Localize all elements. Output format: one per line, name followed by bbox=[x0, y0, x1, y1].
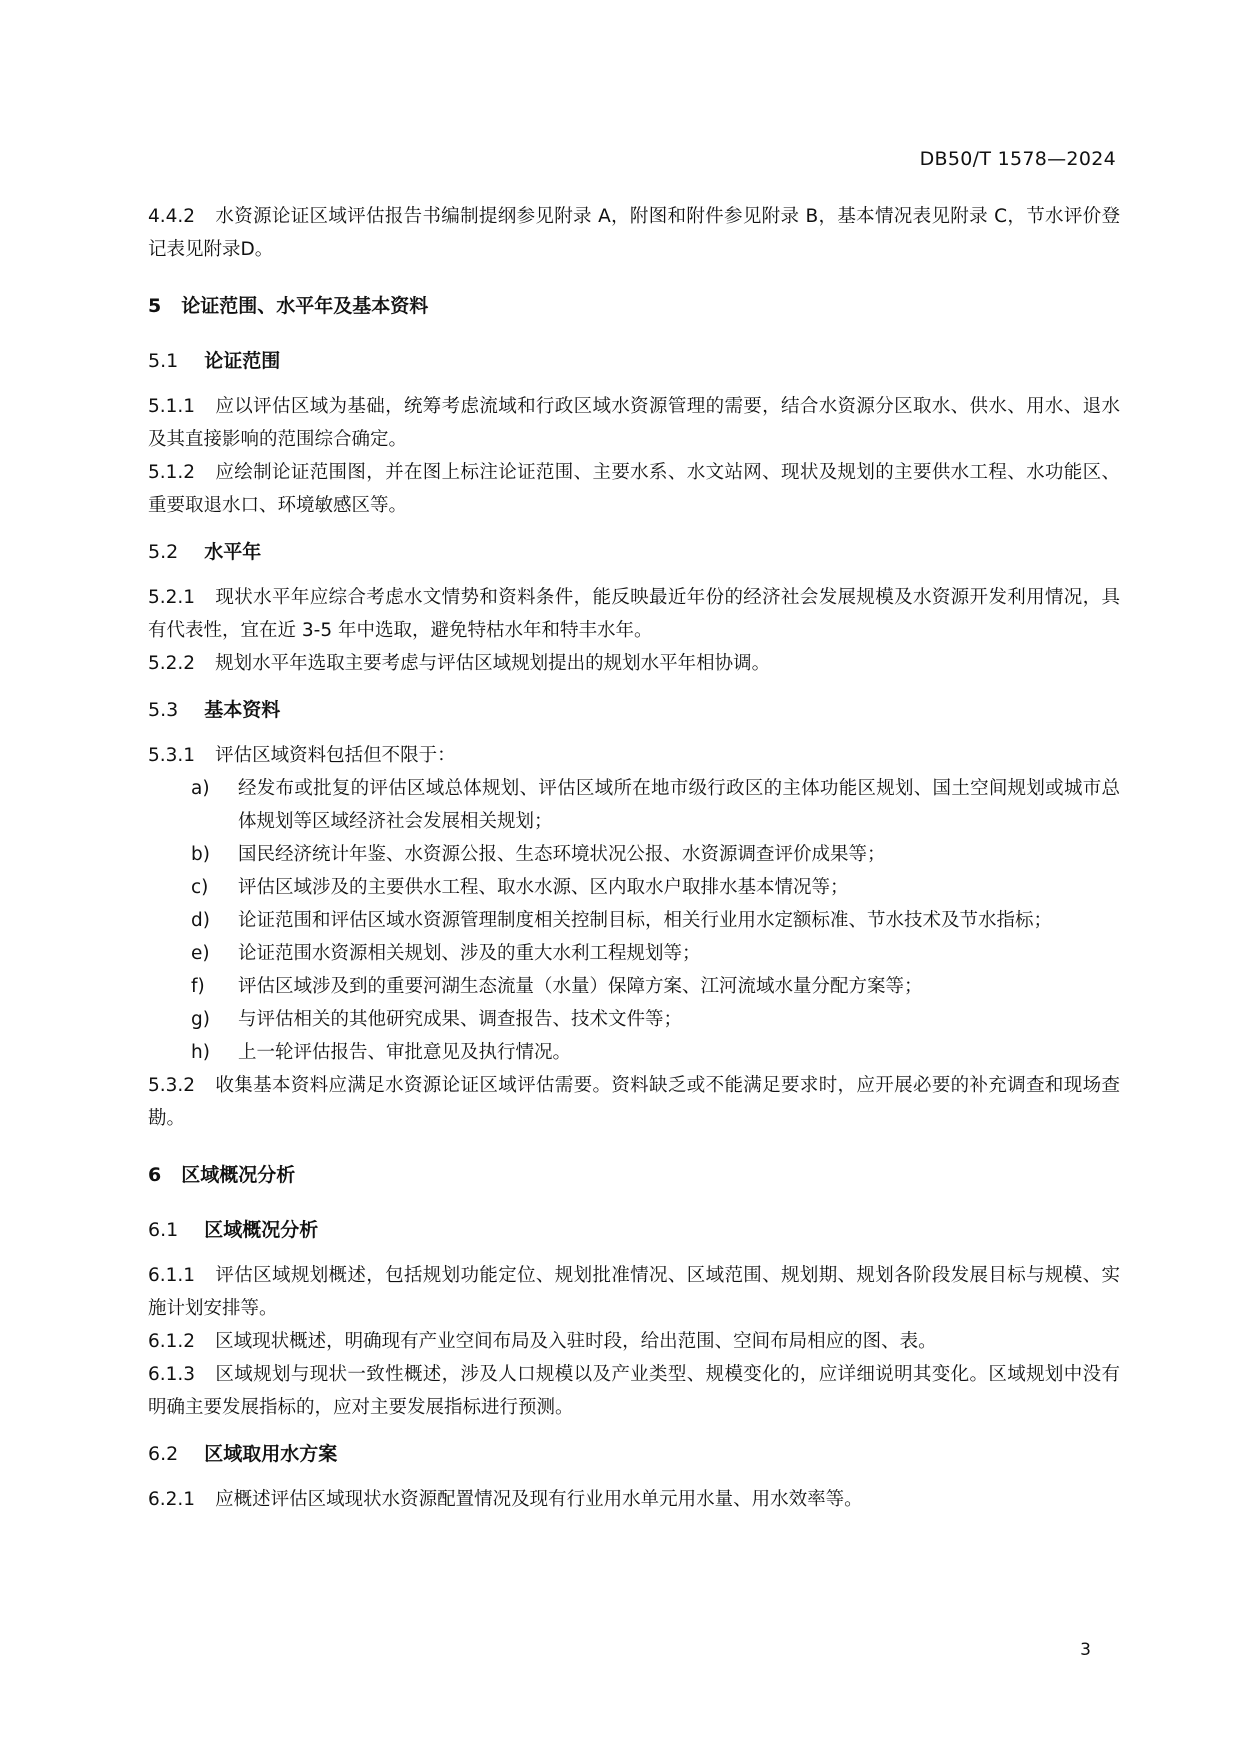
section-5-3-heading bbox=[148, 694, 1120, 727]
clause-6-2-1 bbox=[148, 1483, 1120, 1516]
list-item bbox=[148, 1003, 1120, 1036]
document-code: DB50/T 1578—2024 bbox=[919, 148, 1116, 170]
clause-number: 5.2.2 bbox=[148, 653, 196, 674]
clause-5-2-2 bbox=[148, 647, 1120, 680]
document-body bbox=[148, 200, 1120, 1516]
section-title: 区域概况分析 bbox=[204, 1219, 319, 1241]
clause-5-1-1 bbox=[148, 390, 1120, 456]
section-number: 5.2 bbox=[148, 541, 179, 563]
clause-text: 规划水平年选取主要考虑与评估区域规划提出的规划水平年相协调。 bbox=[215, 653, 771, 674]
clause-5-1-2 bbox=[148, 456, 1120, 522]
list-item-text: 上一轮评估报告、审批意见及执行情况。 bbox=[238, 1042, 572, 1063]
list-marker: g) bbox=[191, 1009, 210, 1030]
clause-text: 应绘制论证范围图，并在图上标注论证范围、主要水系、水文站网、现状及规划的主要供水工程、水功能区、重要取退水口、环境敏感区等。 bbox=[148, 462, 1120, 516]
clause-text: 应以评估区域为基础，统筹考虑流域和行政区域水资源管理的需要，结合水资源分区取水、供水、用水、退水及其直接影响的范围综合确定。 bbox=[148, 396, 1120, 450]
clause-text: 评估区域资料包括但不限于： bbox=[215, 745, 456, 766]
list-item bbox=[148, 871, 1120, 904]
chapter-number: 5 bbox=[148, 295, 162, 317]
list-marker: b) bbox=[191, 844, 210, 865]
clause-number: 4.4.2 bbox=[148, 206, 196, 227]
section-number: 5.1 bbox=[148, 350, 179, 372]
clause-number: 6.1.3 bbox=[148, 1364, 196, 1385]
clause-text: 收集基本资料应满足水资源论证区域评估需要。资料缺乏或不能满足要求时，应开展必要的补充调查和现场查勘。 bbox=[148, 1075, 1120, 1129]
clause-number: 5.3.2 bbox=[148, 1075, 196, 1096]
list-item-text: 与评估相关的其他研究成果、调查报告、技术文件等； bbox=[238, 1009, 683, 1030]
section-title: 水平年 bbox=[204, 541, 262, 563]
section-6-1-heading bbox=[148, 1214, 1120, 1247]
list-marker: h) bbox=[191, 1042, 210, 1063]
list-item bbox=[148, 1036, 1120, 1069]
section-5-2-heading bbox=[148, 536, 1120, 569]
section-number: 5.3 bbox=[148, 699, 179, 721]
clause-number: 6.1.1 bbox=[148, 1265, 196, 1286]
chapter-title: 区域概况分析 bbox=[181, 1164, 296, 1186]
list-item bbox=[148, 970, 1120, 1003]
clause-number: 5.3.1 bbox=[148, 745, 196, 766]
chapter-title: 论证范围、水平年及基本资料 bbox=[181, 295, 429, 317]
section-title: 基本资料 bbox=[204, 699, 281, 721]
clause-6-1-3 bbox=[148, 1358, 1120, 1424]
list-item-text: 论证范围水资源相关规划、涉及的重大水利工程规划等； bbox=[238, 943, 701, 964]
chapter-6-heading bbox=[148, 1159, 1120, 1192]
chapter-5-heading bbox=[148, 290, 1120, 323]
clause-5-3-1 bbox=[148, 739, 1120, 772]
list-item-text: 论证范围和评估区域水资源管理制度相关控制目标，相关行业用水定额标准、节水技术及节水指标； bbox=[238, 910, 1053, 931]
clause-text: 区域现状概述，明确现有产业空间布局及入驻时段，给出范围、空间布局相应的图、表。 bbox=[215, 1331, 937, 1352]
section-5-1-heading bbox=[148, 345, 1120, 378]
section-number: 6.2 bbox=[148, 1443, 179, 1465]
list-item bbox=[148, 904, 1120, 937]
clause-5-3-2 bbox=[148, 1069, 1120, 1135]
list-item-text: 经发布或批复的评估区域总体规划、评估区域所在地市级行政区的主体功能区规划、国土空间规划或城市总体规划等区域经济社会发展相关规划； bbox=[238, 778, 1120, 832]
list-marker: e) bbox=[191, 943, 210, 964]
clause-text: 应概述评估区域现状水资源配置情况及现有行业用水单元用水量、用水效率等。 bbox=[215, 1489, 863, 1510]
clause-number: 5.2.1 bbox=[148, 587, 196, 608]
section-title: 论证范围 bbox=[204, 350, 281, 372]
clause-number: 6.1.2 bbox=[148, 1331, 196, 1352]
list-marker: f) bbox=[191, 976, 205, 997]
section-number: 6.1 bbox=[148, 1219, 179, 1241]
list-item bbox=[148, 772, 1120, 838]
clause-6-1-1 bbox=[148, 1259, 1120, 1325]
list-item-text: 评估区域涉及到的重要河湖生态流量（水量）保障方案、江河流域水量分配方案等； bbox=[238, 976, 923, 997]
list-item bbox=[148, 937, 1120, 970]
clause-6-1-2 bbox=[148, 1325, 1120, 1358]
section-title: 区域取用水方案 bbox=[204, 1443, 338, 1465]
clause-number: 5.1.1 bbox=[148, 396, 196, 417]
resource-list bbox=[148, 772, 1120, 1069]
chapter-number: 6 bbox=[148, 1164, 162, 1186]
clause-text: 水资源论证区域评估报告书编制提纲参见附录 A，附图和附件参见附录 B，基本情况表见附录 C，节水评价登记表见附录D。 bbox=[148, 206, 1120, 260]
list-marker: d) bbox=[191, 910, 210, 931]
clause-text: 区域规划与现状一致性概述，涉及人口规模以及产业类型、规模变化的，应详细说明其变化。区域规划中没有明确主要发展指标的，应对主要发展指标进行预测。 bbox=[148, 1364, 1120, 1418]
list-item bbox=[148, 838, 1120, 871]
list-item-text: 国民经济统计年鉴、水资源公报、生态环境状况公报、水资源调查评价成果等； bbox=[238, 844, 886, 865]
list-marker: c) bbox=[191, 877, 209, 898]
section-6-2-heading bbox=[148, 1438, 1120, 1471]
page-number: 3 bbox=[1080, 1640, 1091, 1660]
clause-number: 6.2.1 bbox=[148, 1489, 196, 1510]
clause-text: 评估区域规划概述，包括规划功能定位、规划批准情况、区域范围、规划期、规划各阶段发展目标与规模、实施计划安排等。 bbox=[148, 1265, 1120, 1319]
clause-4-4-2 bbox=[148, 200, 1120, 266]
clause-5-2-1 bbox=[148, 581, 1120, 647]
list-item-text: 评估区域涉及的主要供水工程、取水水源、区内取水户取排水基本情况等； bbox=[238, 877, 849, 898]
clause-number: 5.1.2 bbox=[148, 462, 196, 483]
clause-text: 现状水平年应综合考虑水文情势和资料条件，能反映最近年份的经济社会发展规模及水资源开发利用情况，具有代表性，宜在近 3-5 年中选取，避免特枯水年和特丰水年。 bbox=[148, 587, 1120, 641]
list-marker: a) bbox=[191, 778, 210, 799]
